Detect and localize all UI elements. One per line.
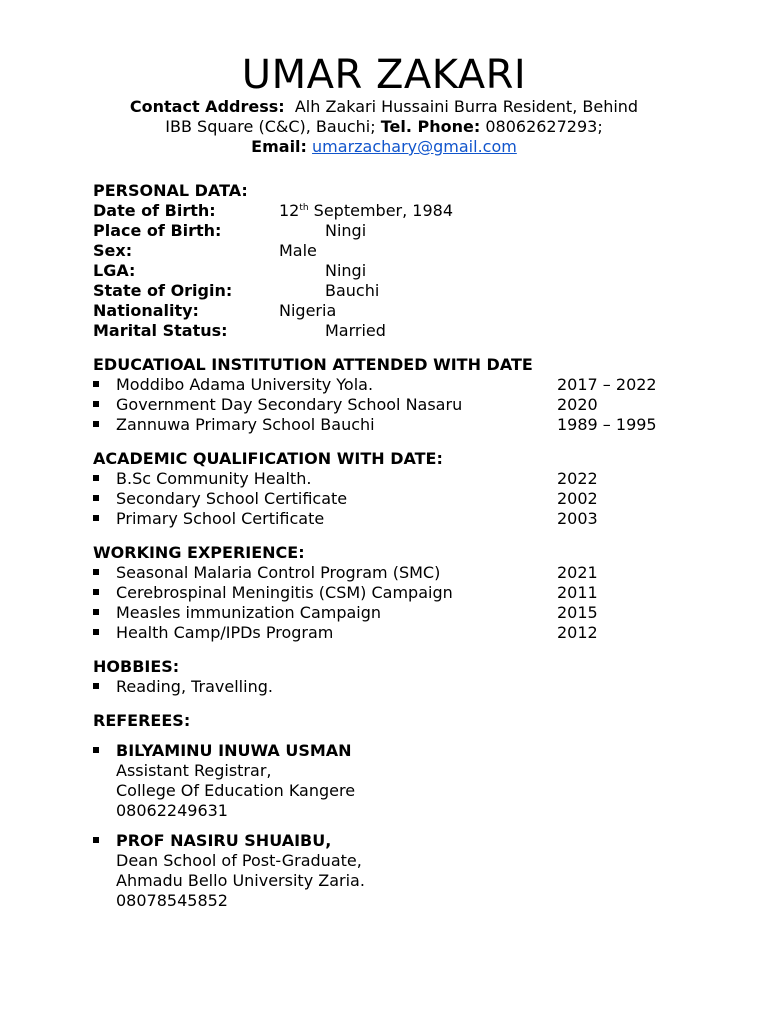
- education-heading: EDUCATIOAL INSTITUTION ATTENDED WITH DATE: [93, 355, 533, 374]
- experience-name: Cerebrospinal Meningitis (CSM) Campaign: [116, 583, 453, 602]
- personal-data-heading: PERSONAL DATA:: [93, 181, 248, 200]
- education-name: Zannuwa Primary School Bauchi: [116, 415, 375, 434]
- experience-date: 2021: [557, 563, 598, 582]
- contact-block: [40, 97, 728, 157]
- list-item: [93, 563, 733, 583]
- marital-row: [93, 321, 733, 341]
- education-name: Moddibo Adama University Yola.: [116, 375, 374, 394]
- nationality-label: Nationality:: [93, 301, 199, 320]
- pob-value: Ningi: [325, 221, 367, 240]
- referee-line: 08062249631: [116, 801, 228, 820]
- experience-date: 2015: [557, 603, 598, 622]
- qualification-date: 2022: [557, 469, 598, 488]
- sex-row: [93, 241, 733, 261]
- contact-line-2: [40, 117, 728, 137]
- referee-line: 08078545852: [116, 891, 228, 910]
- referee-line: Assistant Registrar,: [116, 761, 272, 780]
- marital-value: Married: [325, 321, 386, 340]
- contact-address-label: Contact Address:: [129, 97, 285, 116]
- section-gap: [93, 643, 733, 657]
- dob-value: [279, 201, 453, 221]
- referee-line: College Of Education Kangere: [116, 781, 356, 800]
- qualification-name: Secondary School Certificate: [116, 489, 348, 508]
- email-link[interactable]: umarzachary@gmail.com: [312, 137, 517, 156]
- bullet-icon: [93, 421, 99, 427]
- qualification-name: Primary School Certificate: [116, 509, 325, 528]
- dob-day: 12: [279, 201, 300, 220]
- contact-address-line2: IBB Square (C&C), Bauchi;: [165, 117, 376, 136]
- list-item: [93, 677, 733, 697]
- section-gap: [93, 341, 733, 355]
- qualification-heading: ACADEMIC QUALIFICATION WITH DATE:: [93, 449, 443, 468]
- phone-value: 08062627293;: [485, 117, 603, 136]
- bullet-icon: [93, 837, 99, 843]
- referee-item: [93, 741, 733, 821]
- sex-value: Male: [279, 241, 317, 260]
- sex-label: Sex:: [93, 241, 133, 260]
- experience-name: Health Camp/IPDs Program: [116, 623, 334, 642]
- referee-line: Dean School of Post-Graduate,: [116, 851, 362, 870]
- nationality-row: [93, 301, 733, 321]
- bullet-icon: [93, 629, 99, 635]
- lga-row: [93, 261, 733, 281]
- qualification-date: 2003: [557, 509, 598, 528]
- contact-line-1: [40, 97, 728, 117]
- pob-row: [93, 221, 733, 241]
- qualification-name: B.Sc Community Health.: [116, 469, 312, 488]
- list-item: [93, 375, 733, 395]
- experience-heading: WORKING EXPERIENCE:: [93, 543, 305, 562]
- section-gap: [93, 731, 733, 741]
- bullet-icon: [93, 495, 99, 501]
- list-item: [93, 489, 733, 509]
- bullet-icon: [93, 589, 99, 595]
- bullet-icon: [93, 515, 99, 521]
- bullet-icon: [93, 381, 99, 387]
- bullet-icon: [93, 747, 99, 753]
- referee-name: BILYAMINU INUWA USMAN: [116, 741, 352, 760]
- list-item: [93, 623, 733, 643]
- bullet-icon: [93, 475, 99, 481]
- section-gap: [93, 529, 733, 543]
- section-gap: [93, 821, 733, 831]
- lga-value: Ningi: [325, 261, 367, 280]
- hobby-text: Reading, Travelling.: [116, 677, 273, 696]
- referee-name: PROF NASIRU SHUAIBU,: [116, 831, 332, 850]
- education-name: Government Day Secondary School Nasaru: [116, 395, 463, 414]
- education-date: 2017 – 2022: [557, 375, 657, 394]
- referees-heading: REFEREES:: [93, 711, 191, 730]
- dob-label: Date of Birth:: [93, 201, 216, 220]
- list-item: [93, 583, 733, 603]
- referee-item: [93, 831, 733, 911]
- email-label: Email:: [251, 137, 307, 156]
- bullet-icon: [93, 683, 99, 689]
- contact-address-line1: Alh Zakari Hussaini Burra Resident, Behind: [294, 97, 639, 116]
- section-gap: [93, 435, 733, 449]
- bullet-icon: [93, 609, 99, 615]
- state-row: [93, 281, 733, 301]
- lga-label: LGA:: [93, 261, 136, 280]
- experience-name: Seasonal Malaria Control Program (SMC): [116, 563, 441, 582]
- list-item: [93, 469, 733, 489]
- dob-suffix: th: [299, 203, 309, 213]
- applicant-name: UMAR ZAKARI: [241, 52, 527, 98]
- dob-rest: September, 1984: [308, 201, 454, 220]
- list-item: [93, 415, 733, 435]
- dob-row: [93, 201, 733, 221]
- phone-label: Tel. Phone:: [380, 117, 481, 136]
- qualification-date: 2002: [557, 489, 598, 508]
- cv-content: [93, 181, 733, 911]
- marital-label: Marital Status:: [93, 321, 228, 340]
- experience-name: Measles immunization Campaign: [116, 603, 382, 622]
- state-value: Bauchi: [325, 281, 380, 300]
- hobbies-heading: HOBBIES:: [93, 657, 180, 676]
- bullet-icon: [93, 401, 99, 407]
- experience-date: 2012: [557, 623, 598, 642]
- list-item: [93, 603, 733, 623]
- nationality-value: Nigeria: [279, 301, 337, 320]
- contact-line-3: [40, 137, 728, 157]
- education-date: 2020: [557, 395, 598, 414]
- education-date: 1989 – 1995: [557, 415, 657, 434]
- bullet-icon: [93, 569, 99, 575]
- referee-line: Ahmadu Bello University Zaria.: [116, 871, 365, 890]
- section-gap: [93, 697, 733, 711]
- list-item: [93, 395, 733, 415]
- pob-label: Place of Birth:: [93, 221, 222, 240]
- list-item: [93, 509, 733, 529]
- state-label: State of Origin:: [93, 281, 233, 300]
- experience-date: 2011: [557, 583, 598, 602]
